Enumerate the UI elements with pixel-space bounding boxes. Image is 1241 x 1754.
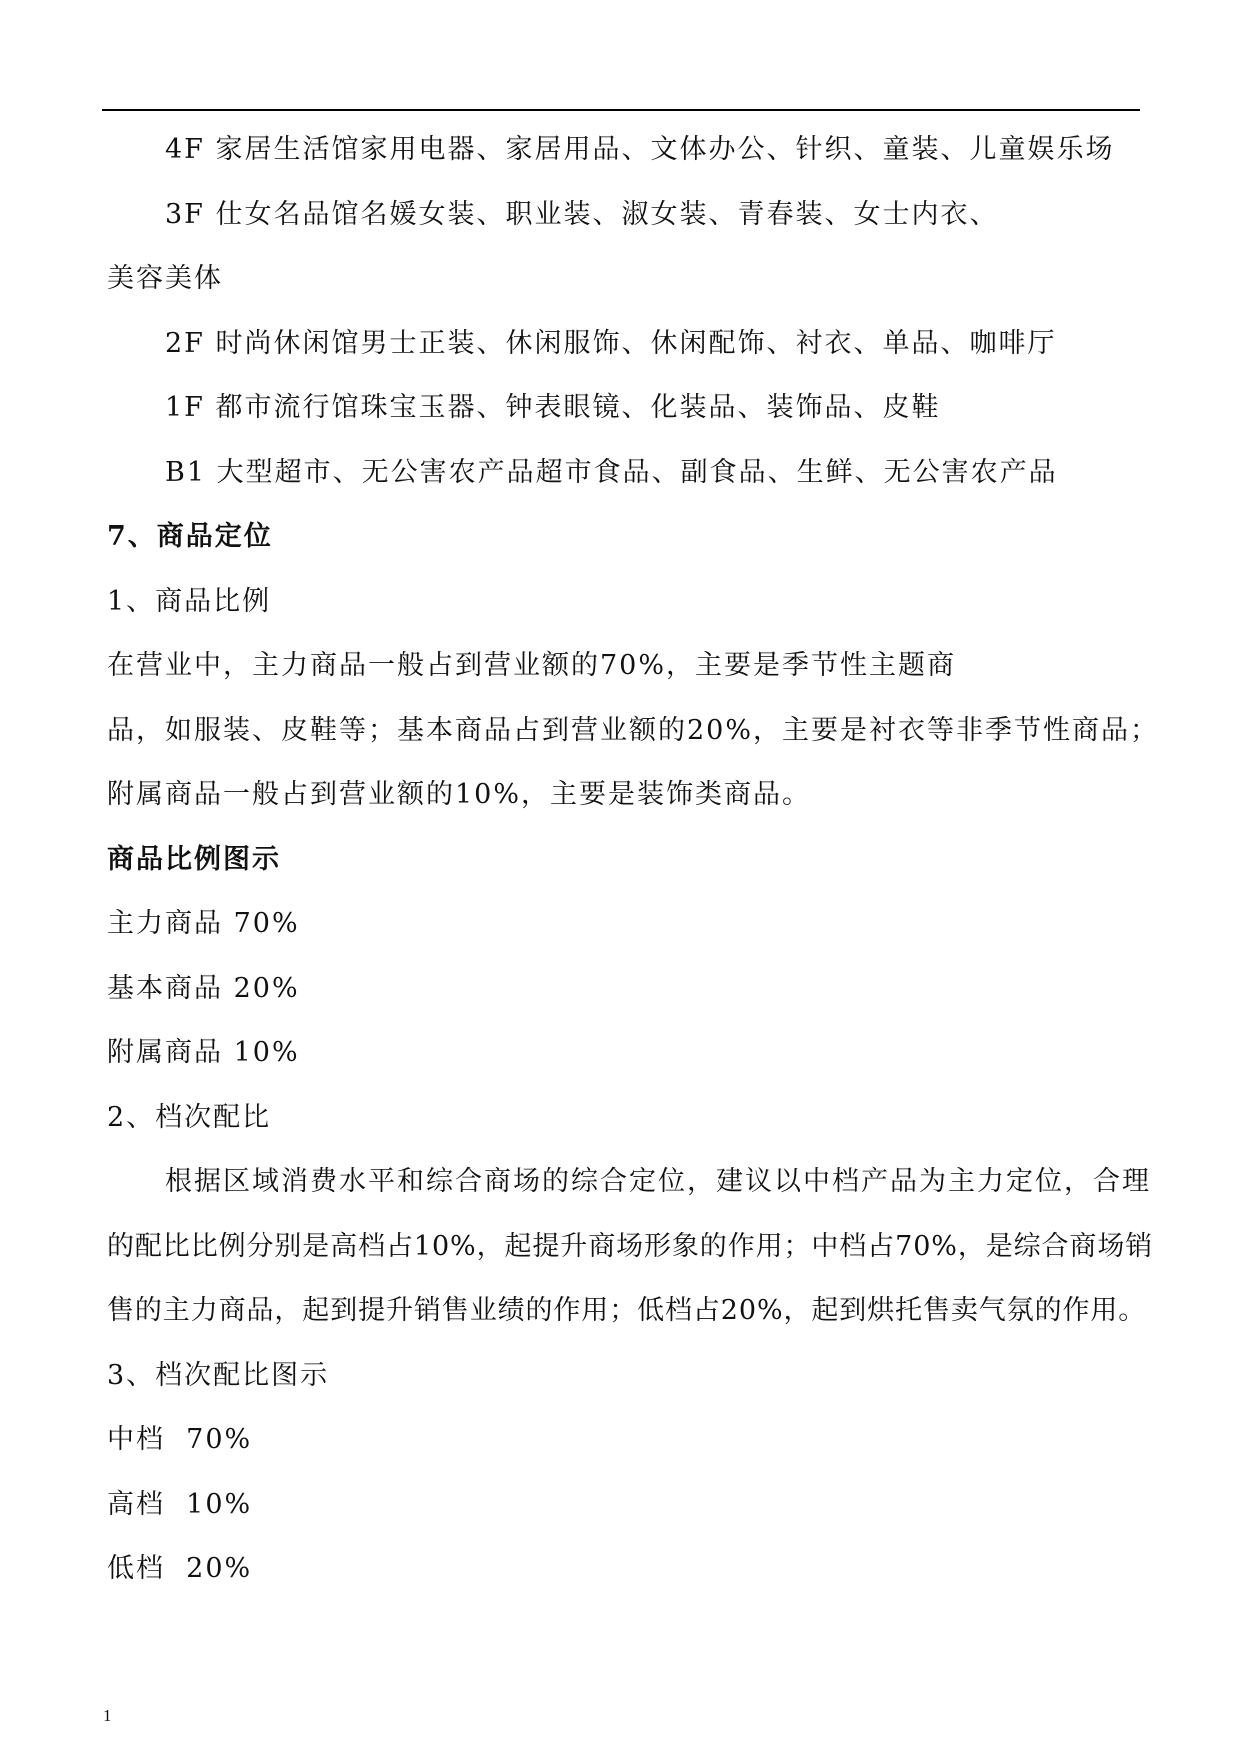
sub2-paragraph-line-1: 根据区域消费水平和综合商场的综合定位，建议以中档产品为主力定位，合理 [165,1166,1151,1197]
sub1-paragraph-line-3: 附属商品一般占到营业额的10%，主要是装饰类商品。 [107,779,812,810]
section-7-heading: 7、商品定位 [107,521,273,552]
ratio-item-accessory: 附属商品 10% [107,1037,300,1068]
floor-guide-2f: 2F 时尚休闲馆男士正装、休闲服饰、休闲配饰、衬衣、单品、咖啡厅 [165,328,1057,359]
floor-guide-4f: 4F 家居生活馆家用电器、家居用品、文体办公、针织、童装、儿童娱乐场 [165,134,1115,165]
grade-item-mid: 中档 70% [107,1424,253,1455]
sub1-paragraph-line-2: 品，如服装、皮鞋等；基本商品占到营业额的20%，主要是衬衣等非季节性商品； [107,715,1160,746]
grade-item-low: 低档 20% [107,1553,253,1584]
sub2-paragraph-line-2: 的配比比例分别是高档占10%，起提升商场形象的作用；中档占70%，是综合商场销 [107,1231,1154,1262]
header-rule [102,109,1140,111]
subsection-2-heading: 2、档次配比 [107,1102,272,1133]
floor-guide-b1: B1 大型超市、无公害农产品超市食品、副食品、生鲜、无公害农产品 [165,457,1058,488]
floor-guide-1f: 1F 都市流行馆珠宝玉器、钟表眼镜、化装品、装饰品、皮鞋 [165,392,941,423]
page-number: 1 [103,1706,112,1725]
floor-guide-3f: 3F 仕女名品馆名媛女装、职业装、淑女装、青春装、女士内衣、 [165,199,999,230]
sub1-paragraph-line-1: 在营业中，主力商品一般占到营业额的70%，主要是季节性主题商 [107,650,957,681]
subsection-3-heading: 3、档次配比图示 [107,1360,330,1391]
ratio-item-main: 主力商品 70% [107,908,300,939]
ratio-chart-heading: 商品比例图示 [107,844,281,875]
ratio-item-basic: 基本商品 20% [107,973,300,1004]
subsection-1-heading: 1、商品比例 [107,586,272,617]
grade-item-high: 高档 10% [107,1489,253,1520]
floor-guide-3f-continued: 美容美体 [107,263,223,294]
sub2-paragraph-line-3: 售的主力商品，起到提升销售业绩的作用；低档占20%，起到烘托售卖气氛的作用。 [107,1295,1147,1326]
